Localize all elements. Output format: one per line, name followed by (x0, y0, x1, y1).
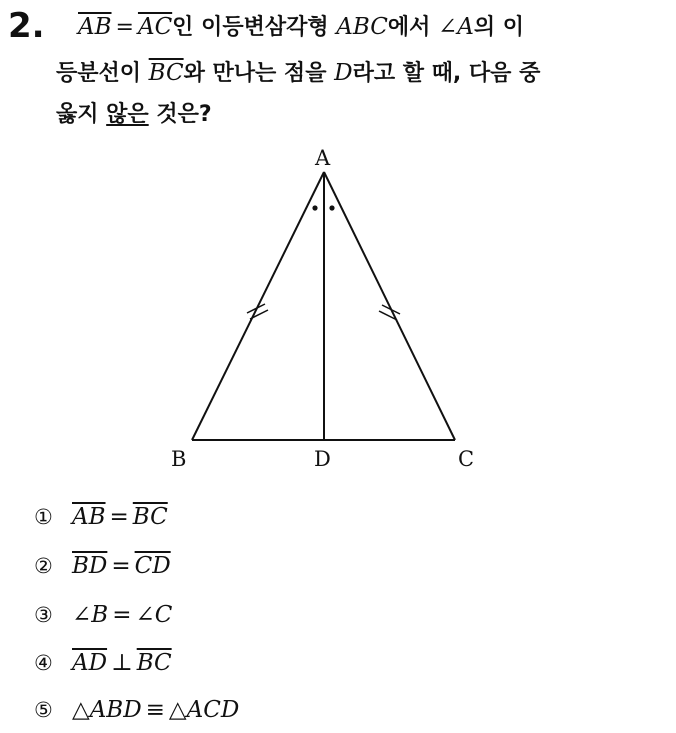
segment-bc: $\overline{BC}$ (148, 60, 184, 86)
angle-a: ∠A (437, 14, 474, 40)
label-a: A (315, 146, 331, 170)
choice-operator: = (109, 504, 129, 530)
choice-number: ② (34, 554, 53, 578)
label-b: B (171, 447, 187, 471)
text-fragment: 라고 할 때, 다음 중 (352, 61, 541, 86)
choice-3[interactable] (34, 600, 172, 630)
side-ab (192, 172, 324, 440)
choice-term: △ACD (168, 697, 240, 723)
choice-term: $\overline{BC}$ (132, 504, 168, 530)
choice-number: ⑤ (34, 698, 53, 722)
choice-operator: = (111, 553, 131, 579)
choice-term: $\overline{CD}$ (134, 553, 171, 579)
choice-term: $\overline{BD}$ (72, 553, 108, 579)
segment-ac: $\overline{AC}$ (137, 14, 173, 40)
choice-term: ∠B (72, 602, 109, 628)
choice-term: $\overline{AD}$ (72, 650, 108, 676)
choice-4[interactable] (34, 648, 172, 678)
choice-operator: ⊥ (111, 650, 133, 676)
choice-term: $\overline{AB}$ (72, 504, 106, 530)
label-c: C (458, 447, 475, 471)
text-fragment: 것은? (148, 102, 212, 127)
point-d: D (334, 60, 353, 86)
side-ac (324, 172, 455, 440)
angle-mark-dot (312, 205, 317, 210)
text-fragment: 등분선이 (56, 61, 149, 86)
emphasized-word: 않은 (106, 102, 149, 127)
choice-number: ④ (34, 651, 53, 675)
choice-number: ③ (34, 603, 53, 627)
choice-2[interactable] (34, 551, 171, 581)
text-fragment: 와 만나는 점을 (183, 61, 335, 86)
choice-term: △ABD (72, 697, 142, 723)
choice-operator: ≡ (145, 697, 165, 723)
choice-term: $\overline{BC}$ (136, 650, 172, 676)
choice-term: ∠C (135, 602, 173, 628)
choice-operator: = (112, 602, 132, 628)
text-fragment: 옳지 (56, 102, 107, 127)
segment-ab: $\overline{AB}$ (78, 14, 112, 40)
choice-number: ① (34, 505, 53, 529)
equals-sign: = (115, 15, 134, 40)
text-fragment: 에서 (387, 15, 438, 40)
angle-mark-dot (329, 205, 334, 210)
label-d: D (314, 447, 331, 471)
text-fragment: 인 이등변삼각형 (172, 15, 337, 40)
choice-5[interactable] (34, 695, 239, 725)
triangle-name: ABC (336, 14, 388, 40)
text-fragment: 의 이 (473, 15, 525, 40)
choice-1[interactable] (34, 502, 168, 532)
question-number: 2. (8, 6, 45, 46)
